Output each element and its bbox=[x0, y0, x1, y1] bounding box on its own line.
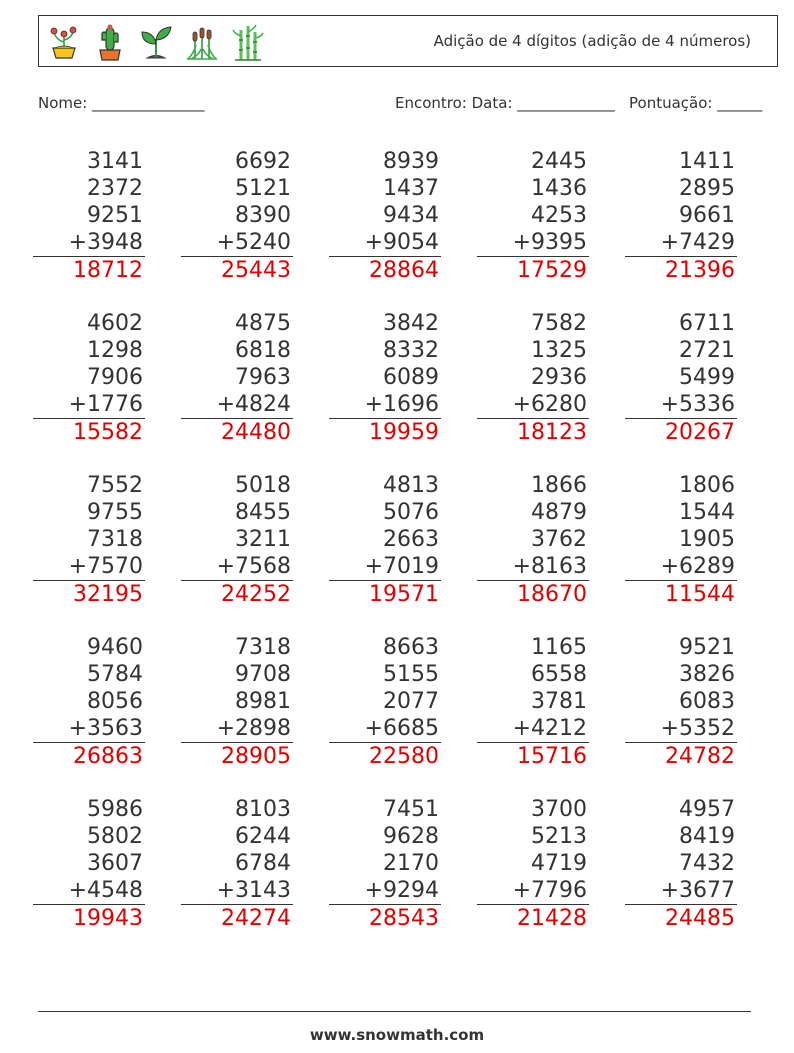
answer: 17529 bbox=[517, 258, 587, 283]
answer: 24252 bbox=[221, 582, 291, 607]
addition-problem bbox=[33, 310, 145, 447]
addend: 3700 bbox=[531, 797, 587, 822]
addend-with-plus: +6685 bbox=[329, 715, 441, 743]
addend: 2663 bbox=[383, 527, 439, 552]
addition-problem bbox=[33, 148, 145, 285]
addend-with-plus: +2898 bbox=[181, 715, 293, 743]
addend: 3762 bbox=[531, 527, 587, 552]
addend-with-plus: +3563 bbox=[33, 715, 145, 743]
addend-with-plus: +9395 bbox=[477, 229, 589, 257]
addend: 8103 bbox=[235, 797, 291, 822]
addend: 5018 bbox=[235, 473, 291, 498]
addend: 6692 bbox=[235, 149, 291, 174]
addend: 9755 bbox=[87, 500, 143, 525]
addend: 7451 bbox=[383, 797, 439, 822]
addend: 1866 bbox=[531, 473, 587, 498]
addend: 3607 bbox=[87, 851, 143, 876]
addition-problem bbox=[181, 148, 293, 285]
answer: 28543 bbox=[369, 906, 439, 931]
addend: 7432 bbox=[679, 851, 735, 876]
answer: 15582 bbox=[73, 420, 143, 445]
answer: 19943 bbox=[73, 906, 143, 931]
addend: 1298 bbox=[87, 338, 143, 363]
addend: 4253 bbox=[531, 203, 587, 228]
addition-problem bbox=[329, 796, 441, 933]
addition-problem bbox=[625, 634, 737, 771]
addition-problem bbox=[477, 310, 589, 447]
addend: 4813 bbox=[383, 473, 439, 498]
addition-problem bbox=[329, 148, 441, 285]
date-field-label: Encontro: Data: _____________ bbox=[395, 94, 615, 112]
addend: 6089 bbox=[383, 365, 439, 390]
addend: 1411 bbox=[679, 149, 735, 174]
addend: 7906 bbox=[87, 365, 143, 390]
addend: 7582 bbox=[531, 311, 587, 336]
addend: 9661 bbox=[679, 203, 735, 228]
answer: 21428 bbox=[517, 906, 587, 931]
addend: 5076 bbox=[383, 500, 439, 525]
addend: 4719 bbox=[531, 851, 587, 876]
addition-problem bbox=[477, 796, 589, 933]
addend: 8056 bbox=[87, 689, 143, 714]
addend: 3842 bbox=[383, 311, 439, 336]
addend: 8419 bbox=[679, 824, 735, 849]
addend: 8939 bbox=[383, 149, 439, 174]
addend-with-plus: +6289 bbox=[625, 553, 737, 581]
addend: 7318 bbox=[235, 635, 291, 660]
addend: 1165 bbox=[531, 635, 587, 660]
addition-problem bbox=[181, 796, 293, 933]
addend-with-plus: +7568 bbox=[181, 553, 293, 581]
addend: 4602 bbox=[87, 311, 143, 336]
addend: 4957 bbox=[679, 797, 735, 822]
addend: 9460 bbox=[87, 635, 143, 660]
name-field-label: Nome: _______________ bbox=[38, 94, 205, 112]
addend: 8663 bbox=[383, 635, 439, 660]
addend: 1325 bbox=[531, 338, 587, 363]
addend-with-plus: +3948 bbox=[33, 229, 145, 257]
addend-with-plus: +9054 bbox=[329, 229, 441, 257]
addend: 2936 bbox=[531, 365, 587, 390]
addend: 2895 bbox=[679, 176, 735, 201]
addend: 3781 bbox=[531, 689, 587, 714]
addend: 2372 bbox=[87, 176, 143, 201]
answer: 22580 bbox=[369, 744, 439, 769]
answer: 18670 bbox=[517, 582, 587, 607]
addend: 1905 bbox=[679, 527, 735, 552]
addend-with-plus: +5336 bbox=[625, 391, 737, 419]
addition-problem bbox=[477, 472, 589, 609]
score-field-label: Pontuação: ______ bbox=[629, 94, 763, 112]
addition-problem bbox=[329, 634, 441, 771]
addend: 3211 bbox=[235, 527, 291, 552]
addend: 4875 bbox=[235, 311, 291, 336]
addend: 4879 bbox=[531, 500, 587, 525]
addend: 6711 bbox=[679, 311, 735, 336]
addition-problem bbox=[625, 796, 737, 933]
addend: 7552 bbox=[87, 473, 143, 498]
addend-with-plus: +4212 bbox=[477, 715, 589, 743]
addend-with-plus: +9294 bbox=[329, 877, 441, 905]
addend-with-plus: +5240 bbox=[181, 229, 293, 257]
addend: 3826 bbox=[679, 662, 735, 687]
addend-with-plus: +7570 bbox=[33, 553, 145, 581]
addend: 5802 bbox=[87, 824, 143, 849]
addend: 9251 bbox=[87, 203, 143, 228]
addend: 5986 bbox=[87, 797, 143, 822]
addition-problem bbox=[625, 148, 737, 285]
answer: 18123 bbox=[517, 420, 587, 445]
addend-with-plus: +7429 bbox=[625, 229, 737, 257]
addend: 3141 bbox=[87, 149, 143, 174]
footer-site: www.snowmath.com bbox=[309, 1026, 485, 1044]
addition-problem bbox=[181, 310, 293, 447]
addition-problem bbox=[477, 634, 589, 771]
answer: 24485 bbox=[665, 906, 735, 931]
addend: 1544 bbox=[679, 500, 735, 525]
addend: 5213 bbox=[531, 824, 587, 849]
addend: 2077 bbox=[383, 689, 439, 714]
addend: 5784 bbox=[87, 662, 143, 687]
addend: 8332 bbox=[383, 338, 439, 363]
addend: 1437 bbox=[383, 176, 439, 201]
addition-problem bbox=[33, 796, 145, 933]
addend-with-plus: +7796 bbox=[477, 877, 589, 905]
addend: 5155 bbox=[383, 662, 439, 687]
answer: 26863 bbox=[73, 744, 143, 769]
page-title: Adição de 4 dígitos (adição de 4 números) bbox=[433, 32, 751, 50]
addend: 6244 bbox=[235, 824, 291, 849]
answer: 25443 bbox=[221, 258, 291, 283]
addend-with-plus: +4824 bbox=[181, 391, 293, 419]
footer-divider bbox=[38, 1011, 751, 1012]
answer: 28864 bbox=[369, 258, 439, 283]
answer: 24274 bbox=[221, 906, 291, 931]
answer: 21396 bbox=[665, 258, 735, 283]
addition-problem bbox=[181, 472, 293, 609]
addend: 8981 bbox=[235, 689, 291, 714]
addend-with-plus: +7019 bbox=[329, 553, 441, 581]
addend: 9521 bbox=[679, 635, 735, 660]
addend-with-plus: +1776 bbox=[33, 391, 145, 419]
addend-with-plus: +6280 bbox=[477, 391, 589, 419]
answer: 18712 bbox=[73, 258, 143, 283]
answer: 19571 bbox=[369, 582, 439, 607]
addition-problem bbox=[477, 148, 589, 285]
addend: 6558 bbox=[531, 662, 587, 687]
addition-problem bbox=[181, 634, 293, 771]
addend: 6818 bbox=[235, 338, 291, 363]
addend: 9434 bbox=[383, 203, 439, 228]
addend: 7963 bbox=[235, 365, 291, 390]
addend: 9708 bbox=[235, 662, 291, 687]
addend: 7318 bbox=[87, 527, 143, 552]
addition-problem bbox=[329, 310, 441, 447]
addend-with-plus: +5352 bbox=[625, 715, 737, 743]
addend: 2445 bbox=[531, 149, 587, 174]
addend: 1436 bbox=[531, 176, 587, 201]
answer: 32195 bbox=[73, 582, 143, 607]
addend: 8390 bbox=[235, 203, 291, 228]
answer: 15716 bbox=[517, 744, 587, 769]
addend-with-plus: +3143 bbox=[181, 877, 293, 905]
addend: 5121 bbox=[235, 176, 291, 201]
addition-problem bbox=[329, 472, 441, 609]
answer: 20267 bbox=[665, 420, 735, 445]
addend: 2721 bbox=[679, 338, 735, 363]
answer: 28905 bbox=[221, 744, 291, 769]
addend: 6784 bbox=[235, 851, 291, 876]
addend-with-plus: +4548 bbox=[33, 877, 145, 905]
addition-problem bbox=[33, 634, 145, 771]
answer: 24782 bbox=[665, 744, 735, 769]
addition-problem bbox=[625, 310, 737, 447]
addend: 6083 bbox=[679, 689, 735, 714]
addend-with-plus: +3677 bbox=[625, 877, 737, 905]
addition-problem bbox=[33, 472, 145, 609]
addend: 5499 bbox=[679, 365, 735, 390]
addend-with-plus: +8163 bbox=[477, 553, 589, 581]
answer: 11544 bbox=[665, 582, 735, 607]
addend: 1806 bbox=[679, 473, 735, 498]
addend: 9628 bbox=[383, 824, 439, 849]
addend: 8455 bbox=[235, 500, 291, 525]
answer: 19959 bbox=[369, 420, 439, 445]
addend: 2170 bbox=[383, 851, 439, 876]
addend-with-plus: +1696 bbox=[329, 391, 441, 419]
answer: 24480 bbox=[221, 420, 291, 445]
addition-problem bbox=[625, 472, 737, 609]
